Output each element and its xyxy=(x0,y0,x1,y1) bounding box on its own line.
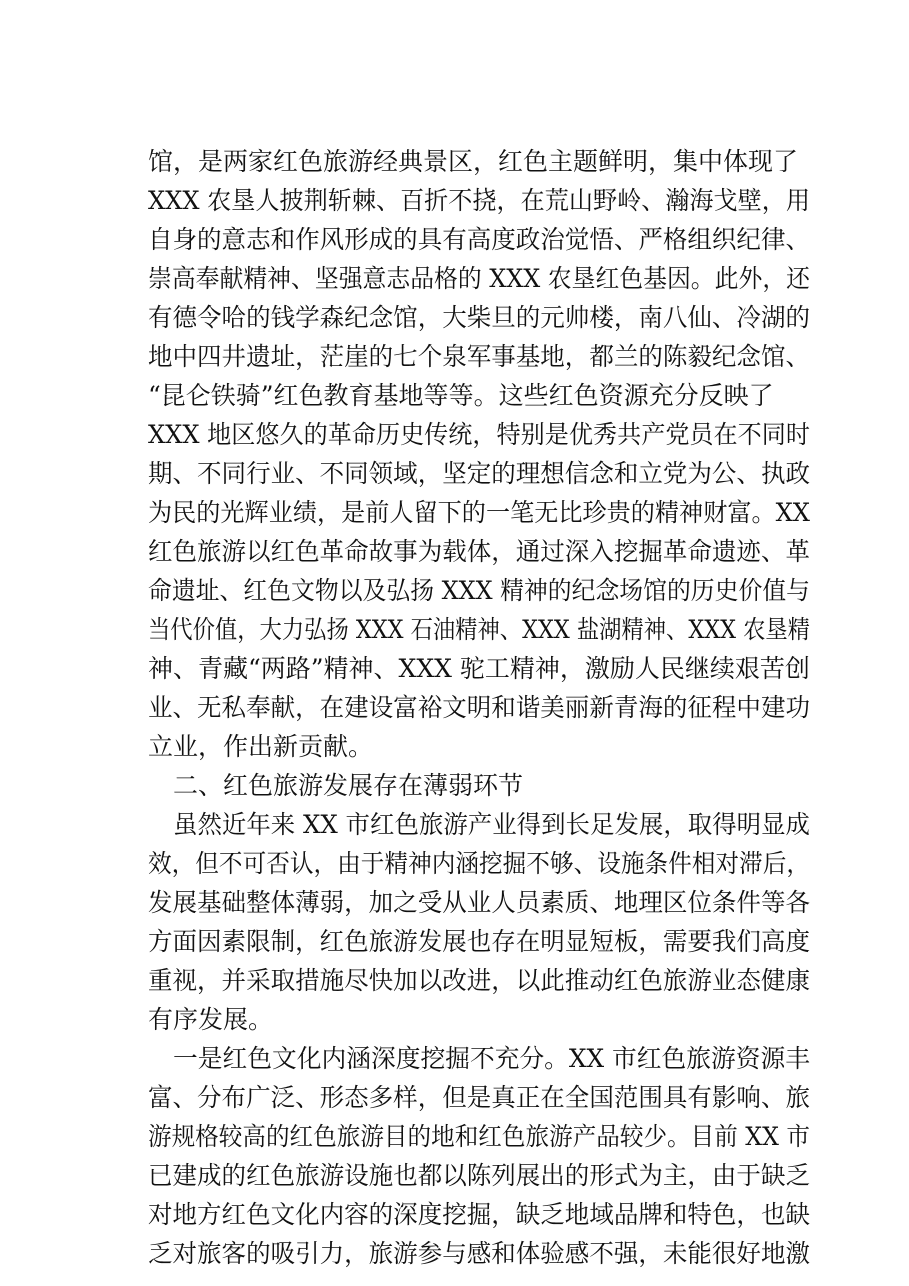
text-line: 立业，作出新贡献。 xyxy=(148,732,374,761)
text-line: 对地方红色文化内容的深度挖掘，缺乏地域品牌和特色，也缺 xyxy=(148,1200,810,1229)
text-line: 神、青藏“两路”精神、XXX 驼工精神，激励人民继续艰苦创 xyxy=(148,654,810,683)
text-line: 为民的光辉业绩，是前人留下的一笔无比珍贵的精神财富。XX xyxy=(148,498,810,527)
text-line: 命遗址、红色文物以及弘扬 XXX 精神的纪念场馆的历史价值与 xyxy=(148,576,810,605)
text-line: 有德令哈的钱学森纪念馆，大柴旦的元帅楼，南八仙、冷湖的 xyxy=(148,303,810,332)
text-line: 方面因素限制，红色旅游发展也存在明显短板，需要我们高度 xyxy=(148,927,810,956)
text-line: XXX 地区悠久的革命历史传统，特别是优秀共产党员在不同时 xyxy=(148,420,810,449)
text-line: 崇高奉献精神、坚强意志品格的 XXX 农垦红色基因。此外，还 xyxy=(148,264,810,293)
text-line: 自身的意志和作风形成的具有高度政治觉悟、严格组织纪律、 xyxy=(148,225,810,254)
text-line: 当代价值，大力弘扬 XXX 石油精神、XXX 盐湖精神、XXX 农垦精 xyxy=(148,615,810,644)
text-line: 红色旅游以红色革命故事为载体，通过深入挖掘革命遗迹、革 xyxy=(148,537,810,566)
text-line: 游规格较高的红色旅游目的地和红色旅游产品较少。目前 XX 市 xyxy=(148,1122,810,1151)
text-line: “昆仑铁骑”红色教育基地等等。这些红色资源充分反映了 xyxy=(148,381,774,410)
text-line: 期、不同行业、不同领域，坚定的理想信念和立党为公、执政 xyxy=(148,459,810,488)
text-line: 二、红色旅游发展存在薄弱环节 xyxy=(173,771,524,800)
text-line: 业、无私奉献，在建设富裕文明和谐美丽新青海的征程中建功 xyxy=(148,693,810,722)
text-line: 虽然近年来 XX 市红色旅游产业得到长足发展，取得明显成 xyxy=(173,810,810,839)
text-line: 发展基础整体薄弱，加之受从业人员素质、地理区位条件等各 xyxy=(148,888,810,917)
document-body xyxy=(148,142,808,1273)
text-line: 地中四井遗址，茫崖的七个泉军事基地，都兰的陈毅纪念馆、 xyxy=(148,342,810,371)
text-line: 已建成的红色旅游设施也都以陈列展出的形式为主，由于缺乏 xyxy=(148,1161,810,1190)
text-line: 有序发展。 xyxy=(148,1005,274,1034)
text-line: 效，但不可否认，由于精神内涵挖掘不够、设施条件相对滞后， xyxy=(148,849,810,878)
text-line: 一是红色文化内涵深度挖掘不充分。XX 市红色旅游资源丰 xyxy=(173,1044,810,1073)
text-line: 乏对旅客的吸引力，旅游参与感和体验感不强，未能很好地激 xyxy=(148,1239,810,1268)
text-line: 重视，并采取措施尽快加以改进，以此推动红色旅游业态健康 xyxy=(148,966,810,995)
text-line: XXX 农垦人披荆斩棘、百折不挠，在荒山野岭、瀚海戈壁，用 xyxy=(148,186,810,215)
text-line: 富、分布广泛、形态多样，但是真正在全国范围具有影响、旅 xyxy=(148,1083,810,1112)
text-line: 馆，是两家红色旅游经典景区，红色主题鲜明，集中体现了 xyxy=(148,147,799,176)
